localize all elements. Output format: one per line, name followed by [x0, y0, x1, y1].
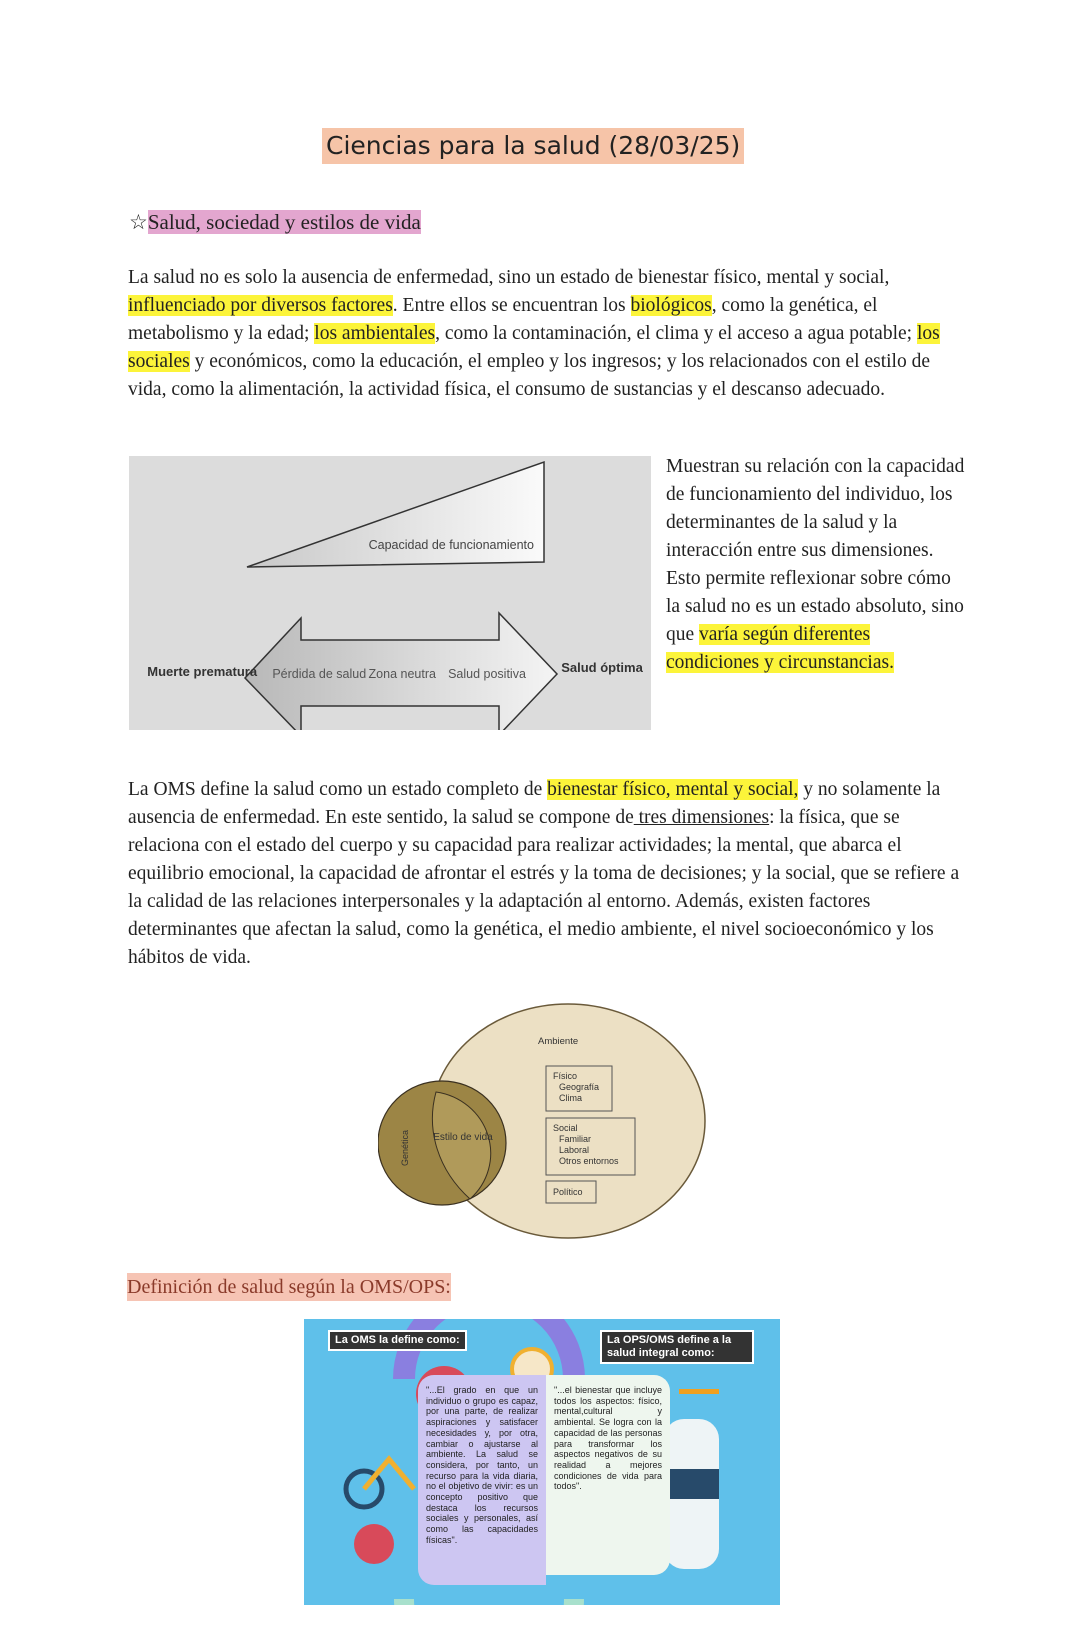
box-familiar: Familiar	[559, 1134, 592, 1144]
label-muerte-prematura: Muerte prematura	[147, 664, 258, 679]
paragraph-intro	[128, 264, 963, 404]
text-segment: : la física, que se relaciona con el estado del cuerpo y su capacidad para realizar actividades; la mental, que abarca el equilibrio emocional, la capacidad de afrontar el estrés y la toma de decisiones; y la social, que se refiere a la calidad de las relaciones interpersonales y la adaptación al entorno. Además, existen factores determinantes que afectan la salud, como la genética, el medio ambiente, el nivel socioeconómico y los hábitos de vida.	[128, 807, 960, 968]
section-heading	[129, 207, 421, 237]
svg-text:Estilo de vida	[433, 1132, 493, 1143]
health-determinants-venn	[378, 1003, 708, 1243]
underlined-text: tres dimensiones	[633, 807, 770, 828]
paragraph-oms	[128, 776, 963, 972]
figure-description	[666, 453, 966, 677]
definition-heading: Definición de salud según la OMS/OPS:	[127, 1273, 451, 1301]
label-salud-optima: Salud óptima	[561, 660, 643, 675]
box-otros: Otros entornos	[559, 1156, 619, 1166]
estilo-label: Estilo de vida	[433, 1132, 493, 1143]
box-fisico: Físico	[553, 1071, 578, 1081]
ops-definition-card: "...el bienestar que incluye todos los aspectos: físico, mental,cultural y ambiental. Se logra con la capacidad de las personas para transformar los aspectos negativos de su realidad a mejores condiciones de vida para todos".	[546, 1375, 670, 1575]
health-continuum-figure	[129, 456, 651, 730]
box-clima: Clima	[559, 1093, 583, 1103]
text-segment: La OMS define la salud como un estado completo de	[128, 779, 548, 800]
ops-oms-tag: La OPS/OMS define a la salud integral como:	[600, 1330, 754, 1364]
box-politico: Político	[553, 1187, 583, 1197]
text-segment: y económicos, como la educación, el empleo y los ingresos; y los relacionados con el estilo de vida, como la alimentación, la actividad física, el consumo de sustancias y el descanso adecuado.	[128, 351, 930, 400]
section-heading-label: Salud, sociedad y estilos de vida	[147, 210, 421, 234]
page-title: Ciencias para la salud (28/03/25)	[322, 128, 744, 164]
zone-neutra: Zona neutra	[368, 667, 436, 681]
svg-text:Político	[553, 1187, 583, 1197]
highlighted-text: bienestar físico, mental y social,	[547, 779, 799, 800]
highlighted-text: influenciado por diversos factores	[128, 295, 393, 316]
svg-text:Pérdida de salud Zona ne	[272, 667, 526, 681]
oms-definition-card: "...El grado en que un individuo o grupo es capaz, por una parte, de realizar aspiraciones y satisfacer necesidades y, por otra, cambiar o ajustarse al ambiente. La salud se considera, por tanto, un recurso para la vida diaria, no el objetivo de vivir: es un concepto positivo que destaca los recursos sociales y personales, así como las capacidades físicas".	[418, 1375, 546, 1585]
text-segment: La salud no es solo la ausencia de enfermedad, sino un estado de bienestar físico, mental y social,	[128, 267, 890, 288]
text-segment: y no solamente la ausencia de enfermedad. En este sentido, la salud se compone de	[128, 779, 941, 828]
box-geografia: Geografía	[559, 1082, 600, 1092]
text-segment: . Entre ellos se encuentran los	[392, 295, 631, 316]
highlighted-text: biológicos	[630, 295, 712, 316]
text-segment: , como la genética, el metabolismo y la edad;	[128, 295, 878, 344]
zone-perdida: Pérdida de salud	[272, 667, 367, 681]
text-segment: , como la contaminación, el clima y el acceso a agua potable;	[435, 323, 917, 344]
highlighted-text: los sociales	[128, 323, 940, 372]
box-laboral: Laboral	[559, 1145, 590, 1155]
triangle-label: Capacidad de funcionamiento	[368, 538, 534, 552]
star-icon: ☆	[129, 210, 148, 234]
highlighted-text: los ambientales	[314, 323, 436, 344]
box-social: Social	[553, 1123, 578, 1133]
genetica-label: Genética	[400, 1129, 410, 1167]
zone-positiva: Salud positiva	[448, 667, 526, 681]
oms-tag: La OMS la define como:	[328, 1330, 467, 1351]
ambiente-label: Ambiente	[538, 1036, 579, 1047]
text-segment: Muestran su relación con la capacidad de funcionamiento del individuo, los determinantes de la salud y la interacción entre sus dimensiones. Esto permite reflexionar sobre cómo la salud no es un estado absoluto, sino que	[666, 456, 965, 645]
highlighted-text: varía según diferentes condiciones y circunstancias.	[666, 624, 894, 673]
who-definition-infographic	[304, 1319, 780, 1605]
